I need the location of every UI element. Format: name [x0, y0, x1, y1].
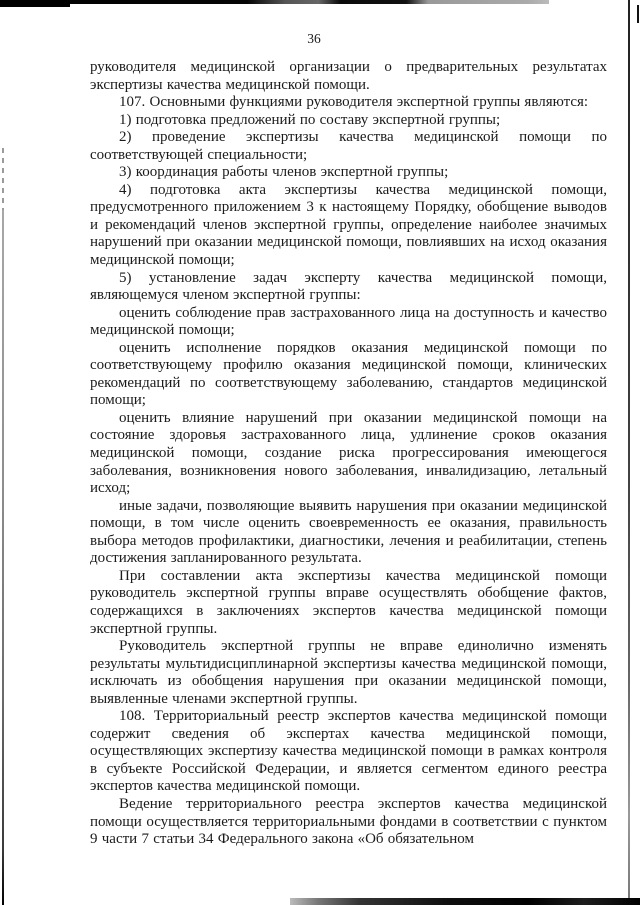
paragraph-item-108: 108. Территориальный реестр экспертов качества медицинской помощи содержит сведения об экспертах качества медицинской помощи, осуществляющих экспертизу качества медицинской помощи в рамках контроля в субъекте Российской Федерации, и является сегментом единого реестра экспертов качества медицинской помощи.: [90, 708, 607, 795]
paragraph-subitem-3: 3) координация работы членов экспертной группы;: [119, 164, 449, 181]
scan-artifact-right-edge-line: [628, 0, 630, 905]
page-number: 36: [307, 31, 321, 46]
paragraph-subitem-5: 5) установление задач эксперту качества медицинской помощи, являющемуся членом экспертной группы:: [90, 269, 607, 304]
document-text-block: [90, 59, 607, 849]
paragraph-task-violations: оценить влияние нарушений при оказании медицинской помощи на состояние здоровья застрахованного лица, удлинение сроков оказания медицинской помощи, создание риска прогрессирования имеющегося заболевания, возникновения нового заболевания, инвалидизацию, летальный исход;: [90, 409, 607, 497]
paragraph-subitem-2: 2) проведение экспертизы качества медицинской помощи по соответствующей специальности;: [90, 129, 607, 163]
scan-artifact-top-right-tick: [637, 5, 639, 23]
paragraph-task-access: оценить соблюдение прав застрахованного лица на доступность и качество медицинской помощи;: [90, 304, 607, 339]
paragraph-leader-restrictions: Руководитель экспертной группы не вправе единолично изменять результаты мультидисциплинарной экспертизы качества медицинской помощи, исключать из обобщения нарушения при оказании медицинской помощи, выявленные членами экспертной группы.: [90, 638, 607, 707]
paragraph-registry-maintenance: Ведение территориального реестра экспертов качества медицинской помощи осуществляется территориальными фондами в соответствии с пунктом 9 части 7 статьи 34 Федерального закона «Об обязательном: [90, 795, 607, 848]
paragraph-subitem-1: 1) подготовка предложений по составу экспертной группы;: [119, 111, 501, 128]
paragraph-continuation: руководителя медицинской организации о предварительных результатах экспертизы качества медицинской помощи.: [90, 59, 607, 93]
scan-artifact-top-bar: [0, 0, 549, 4]
paragraph-task-orders: оценить исполнение порядков оказания медицинской помощи по соответствующему профилю оказания медицинской помощи, клинических рекомендаций по соответствующему заболеванию, стандартов медицинской помощи;: [90, 339, 607, 409]
paragraph-item-107: 107. Основными функциями руководителя экспертной группы являются:: [119, 94, 589, 111]
scan-artifact-left-edge-dashes: [2, 148, 4, 210]
scan-artifact-bottom-bar: [290, 898, 640, 905]
paragraph-task-other: иные задачи, позволяющие выявить нарушения при оказании медицинской помощи, в том числе оценить своевременность ее оказания, правильность выбора методов профилактики, диагностики, лечения и реабилитации, степень достижения запланированного результата.: [90, 497, 607, 567]
paragraph-subitem-4: 4) подготовка акта экспертизы качества медицинской помощи, предусмотренного приложением 3 к настоящему Порядку, обобщение выводов и рекомендаций членов экспертной группы, определение наиболее значимых нарушений при оказании медицинской помощи, повлиявших на исход оказания медицинской помощи;: [90, 181, 607, 269]
scan-artifact-left-edge-line: [2, 210, 4, 905]
paragraph-act-composition: При составлении акта экспертизы качества медицинской помощи руководитель экспертной группы вправе осуществлять обобщение фактов, содержащихся в заключениях экспертов качества медицинской помощи экспертной группы.: [90, 567, 607, 637]
scan-artifact-top-bar-thick-segment: [0, 0, 70, 7]
